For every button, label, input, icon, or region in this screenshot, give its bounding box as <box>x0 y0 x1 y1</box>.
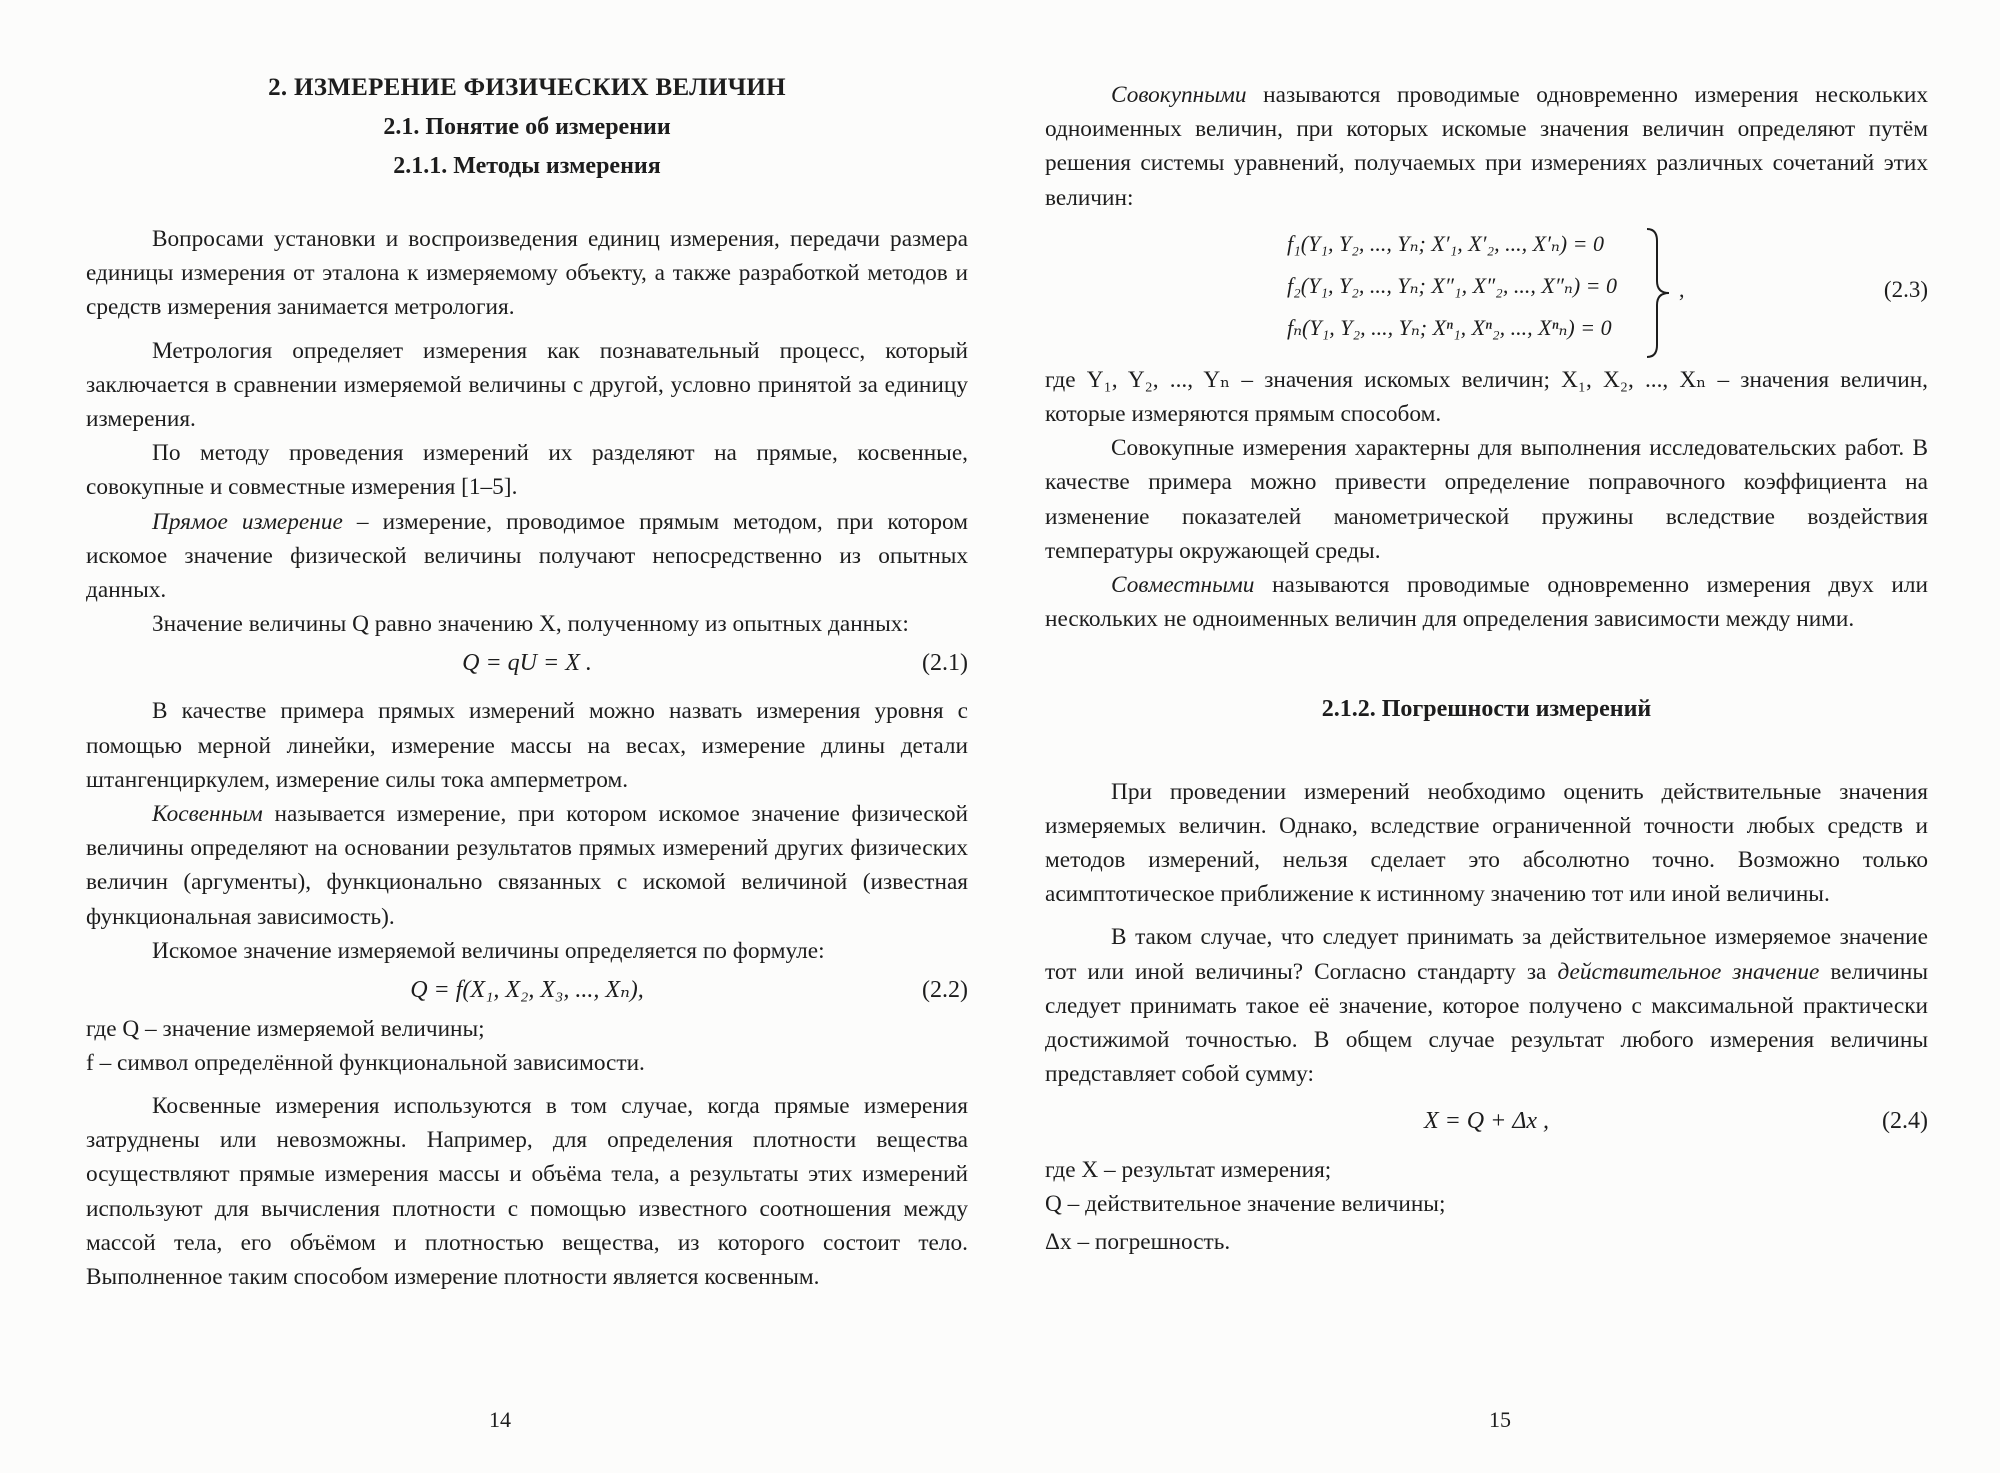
chapter-title: 2. ИЗМЕРЕНИЕ ФИЗИЧЕСКИХ ВЕЛИЧИН <box>268 74 786 101</box>
system-lines <box>1287 223 1617 349</box>
equation-number: (2.3) <box>1883 276 1928 302</box>
equation-text: X = Q + Δx , <box>1423 1108 1550 1135</box>
paragraph: Косвенные измерения используются в том случае, когда прямые измерения затруднены или невозможны. Например, для определения плотности вещества осуществляют прямые измерения массы и объёма тела, а результаты этих измерений используют для вычисления плотности с помощью известного соотношения между массой тела, его объёмом и плотностью вещества, из которого состоит тело. Выполненное таким способом измерение плотности является косвенным. <box>86 1093 968 1291</box>
equation-text: Q = f(X₁, X₂, X₃, ..., Xₙ), <box>410 977 644 1004</box>
definitions <box>1045 1153 1928 1259</box>
paragraph: Искомое значение измеряемой величины определяется по формуле: <box>152 937 825 964</box>
right-page <box>1000 0 2000 1473</box>
system-line: fₙ(Y₁, Y₂, ..., Yₙ; Xⁿ₁, Xⁿ₂, ..., Xⁿₙ) = 0 <box>1287 314 1612 340</box>
definition: f – символ определённой функциональной зависимости. <box>86 1050 645 1077</box>
equation-number: (2.1) <box>922 650 968 677</box>
paragraph: В таком случае, что следует принимать за действительное измеряемое значение тот или иной величины? Согласно стандарту за действительное значение величины следует принимать такое её значение, которое получено с максимальной практически достижимой точностью. В общем случае результат любого измерения величины представляет собой сумму: <box>1045 924 1928 1088</box>
equation-number: (2.2) <box>922 977 968 1004</box>
left-body <box>86 222 968 1294</box>
definition: где Q – значение измеряемой величины; <box>86 1016 485 1043</box>
paragraph: По методу проведения измерений их разделяют на прямые, косвенные, совокупные и совместные измерения [1–5]. <box>86 440 968 501</box>
subsection-title: 2.1.2. Погрешности измерений <box>1321 696 1652 723</box>
equation-system-2-3 <box>1045 223 1928 363</box>
paragraph: Метрология определяет измерения как познавательный процесс, который заключается в сравнении измеряемой величины с другой, условно принятой за единицу измерения. <box>86 337 968 433</box>
paragraph: Совокупными называются проводимые одновременно измерения нескольких одноименных величин, при которых искомые значения величин определяют путём решения системы уравнений, получаемых при измерениях различных сочетаний этих величин: <box>1045 82 1928 211</box>
page-number: 15 <box>1489 1407 1511 1432</box>
paragraph: В качестве примера прямых измерений можно назвать измерения уровня с помощью мерной линейки, измерение массы на весах, измерение длины детали штангенциркулем, измерение силы тока амперметром. <box>86 698 968 793</box>
page-number: 14 <box>489 1407 511 1432</box>
system-line: f₁(Y₁, Y₂, ..., Yₙ; X′₁, X′₂, ..., X′ₙ) = 0 <box>1287 230 1604 256</box>
paragraph: Косвенным называется измерение, при котором искомое значение физической величины определяют на основании результатов прямых измерений других физических величин (аргументы), функционально связанных с искомой величиной (известная функциональная зависимость). <box>86 801 968 930</box>
paragraph: Значение величины Q равно значению X, полученному из опытных данных: <box>152 611 909 638</box>
equation-number: (2.4) <box>1882 1108 1928 1135</box>
left-page-content <box>0 74 1000 1294</box>
equation-text: Q = qU = X . <box>462 650 592 677</box>
right-body <box>1045 78 1928 1259</box>
system-line: f₂(Y₁, Y₂, ..., Yₙ; X″₁, X″₂, ..., X″ₙ) = 0 <box>1287 272 1618 298</box>
paragraph: Прямое измерение – измерение, проводимое прямым методом, при котором искомое значение физической величины получают непосредственно из опытных данных. <box>86 508 968 604</box>
paragraph: Вопросами установки и воспроизведения единиц измерения, передачи размера единицы измерения от эталона к измеряемому объекту, а также разработкой методов и средств измерения занимается метрология. <box>86 226 968 321</box>
equation-2-4 <box>1045 1099 1928 1143</box>
definition: где X – результат измерения; <box>1045 1157 1332 1184</box>
term-joint: Совместными <box>1111 572 1255 599</box>
paragraph: где Y₁, Y₂, ..., Yₙ – значения искомых величин; X₁, X₂, ..., Xₙ – значения величин, которые измеряются прямым способом. <box>1045 366 1928 428</box>
subsection-title: 2.1.1. Методы измерения <box>393 153 661 179</box>
term-indirect: Косвенным <box>152 801 263 828</box>
paragraph: Совокупные измерения характерны для выполнения исследовательских работ. В качестве примера можно привести определение поправочного коэффициента на изменение показателей манометрической пружины вследствие воздействия температуры окружающей среды. <box>1045 435 1928 564</box>
paragraph: Совместными называются проводимые одновременно измерения двух или нескольких не одноименных величин для определения зависимости между ними. <box>1045 572 1928 633</box>
term-direct-measurement: Прямое измерение <box>152 508 343 535</box>
equation-2-2 <box>86 968 968 1012</box>
paragraph: При проведении измерений необходимо оценить действительные значения измеряемых величин. Однако, вследствие ограниченной точности любых средств и методов измерений, нельзя сделает это абсолютно точно. Возможно только асимптотическое приближение к истинному значению тот или иной величины. <box>1045 778 1928 908</box>
definition: Q – действительное значение величины; <box>1045 1191 1446 1218</box>
definition: Δx – погрешность. <box>1045 1229 1231 1256</box>
right-page-content <box>1000 78 2000 1259</box>
equation-2-1 <box>86 641 968 685</box>
definitions <box>86 1012 968 1080</box>
system-comma: , <box>1679 276 1685 302</box>
term-aggregate: Совокупными <box>1111 82 1247 108</box>
term-actual-value: действительное значение <box>1557 958 1820 985</box>
right-brace-icon <box>1643 227 1673 359</box>
section-title: 2.1. Понятие об измерении <box>383 114 671 140</box>
